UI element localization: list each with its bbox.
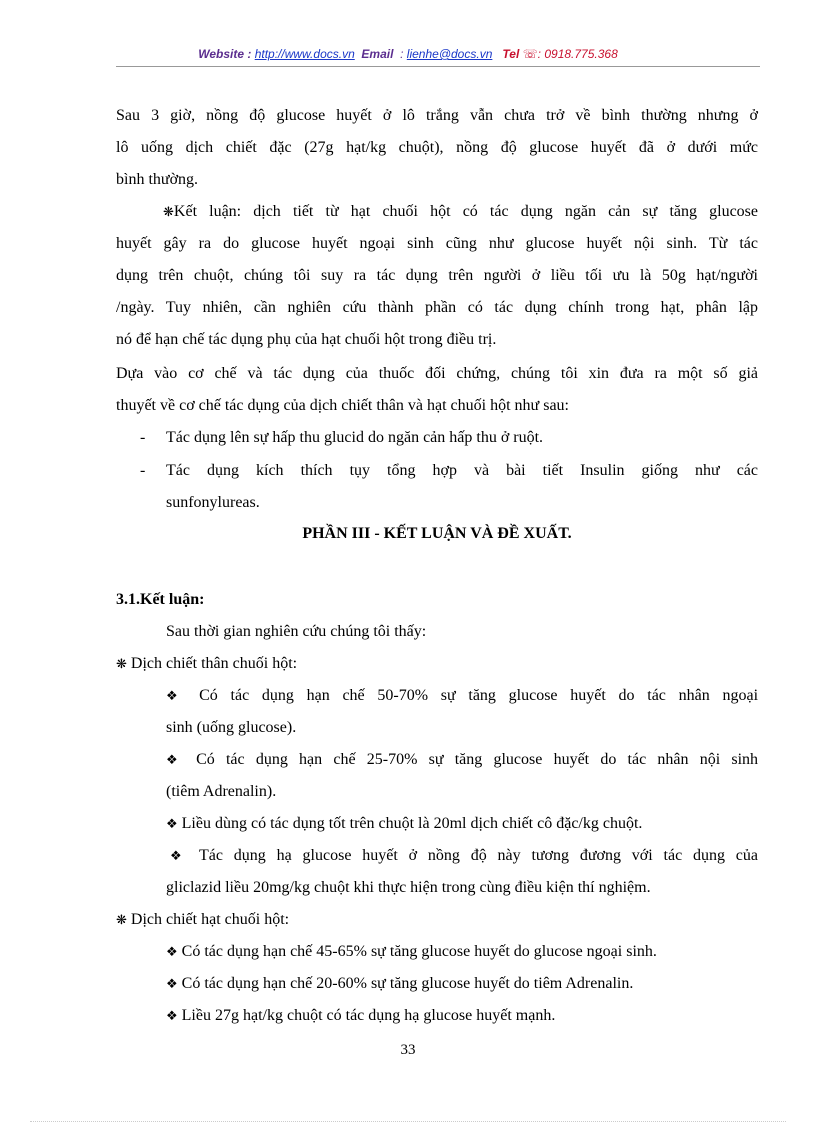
diamond-bullet-icon: ❖ [166, 1009, 178, 1024]
list-item: Tác dụng lên sự hấp thu glucid do ngăn cản hấp thu ở ruột. [166, 429, 544, 446]
diamond-bullet-icon: ❖ [166, 689, 187, 704]
paragraph-line: lô uống dịch chiết đặc (27g hạt/kg chuột), nồng độ glucose huyết đã ở dưới mức [116, 139, 758, 156]
header-rule [116, 66, 760, 67]
list-item: ❖ Liều dùng có tác dụng tốt trên chuột là 20ml dịch chiết cô đặc/kg chuột. [166, 815, 643, 832]
tel-label: Tel [502, 47, 520, 61]
list-item-continuation: sinh (uống glucose). [166, 719, 297, 736]
group-title-text: Dịch chiết thân chuối hột: [130, 655, 298, 672]
footer-rule [30, 1121, 786, 1122]
diamond-bullet-icon: ❖ [166, 817, 178, 832]
paragraph-line: bình thường. [116, 171, 199, 188]
paragraph-line: Dựa vào cơ chế và tác dụng của thuốc đối chứng, chúng tôi xin đưa ra một số giả [116, 365, 758, 382]
section-title: 3.1.Kết luận: [116, 591, 205, 608]
website-link[interactable]: http://www.docs.vn [254, 47, 355, 61]
snowflake-bullet-icon: ❋ [163, 205, 174, 220]
list-item: ❖ Có tác dụng hạn chế 50-70% sự tăng glucose huyết do tác nhân ngoại [166, 687, 759, 704]
conclusion-text: Kết luận: dịch tiết từ hạt chuối hột có tác dụng ngăn cản sự tăng glucose [173, 203, 758, 220]
paragraph-line: nó để hạn chế tác dụng phụ của hạt chuối hột trong điều trị. [116, 331, 497, 348]
page-number: 33 [400, 1042, 416, 1058]
group-title [116, 910, 289, 931]
list-item-continuation: (tiêm Adrenalin). [166, 783, 277, 800]
list-item: ❖ Tác dụng hạ glucose huyết ở nồng độ này tương đương với tác dụng của [170, 847, 759, 864]
diamond-bullet-icon: ❖ [166, 945, 178, 960]
list-item: sunfonylureas. [166, 494, 260, 511]
group-title [116, 654, 297, 675]
list-item: ❖ Có tác dụng hạn chế 25-70% sự tăng glucose huyết do tác nhân nội sinh [166, 751, 759, 768]
paragraph-line: thuyết về cơ chế tác dụng của dịch chiết thân và hạt chuối hột như sau: [116, 397, 569, 414]
tel-number: 0918.775.368 [544, 47, 618, 61]
paragraph-line: Sau 3 giờ, nồng độ glucose huyết ở lô trắng vẫn chưa trở về bình thường nhưng ở [116, 107, 758, 124]
email-separator: : [400, 47, 404, 61]
dash-marker: - [140, 462, 146, 479]
diamond-bullet-icon: ❖ [166, 977, 178, 992]
website-label: Website : [198, 47, 252, 61]
page-header [0, 47, 816, 61]
list-item: ❖ Có tác dụng hạn chế 20-60% sự tăng glucose huyết do tiêm Adrenalin. [166, 975, 634, 992]
snowflake-bullet-icon: ❋ [116, 913, 127, 928]
paragraph-line: /ngày. Tuy nhiên, cần nghiên cứu thành phần có tác dụng chính trong hạt, phân lập [116, 299, 758, 316]
paragraph-line: huyết gây ra do glucose huyết ngoại sinh cũng như glucose huyết nội sinh. Từ tác [116, 235, 758, 252]
snowflake-bullet-icon: ❋ [116, 657, 127, 672]
list-item: ❖ Liều 27g hạt/kg chuột có tác dụng hạ glucose huyết mạnh. [166, 1007, 556, 1024]
group-title-text: Dịch chiết hạt chuối hột: [130, 911, 290, 928]
phone-icon: ☏ [522, 47, 538, 61]
email-link[interactable]: lienhe@docs.vn [406, 47, 493, 61]
part-title: PHẦN III - KẾT LUẬN VÀ ĐỀ XUẤT. [302, 525, 572, 542]
email-label: Email [361, 47, 394, 61]
dash-marker: - [140, 429, 146, 446]
list-item: ❖ Có tác dụng hạn chế 45-65% sự tăng glucose huyết do glucose ngoại sinh. [166, 943, 657, 960]
tel-colon: : [537, 47, 541, 61]
intro-text: Sau thời gian nghiên cứu chúng tôi thấy: [166, 623, 427, 640]
diamond-bullet-icon: ❖ [166, 753, 185, 768]
list-item-continuation: gliclazid liều 20mg/kg chuột khi thực hiện trong cùng điều kiện thí nghiệm. [166, 879, 651, 896]
paragraph-line: dụng trên chuột, chúng tôi suy ra tác dụng trên người ở liều tối ưu là 50g hạt/người [116, 267, 758, 284]
paragraph-line [163, 202, 758, 223]
list-item: Tác dụng kích thích tụy tổng hợp và bài tiết Insulin giống như các [166, 462, 758, 479]
diamond-bullet-icon: ❖ [170, 849, 189, 864]
